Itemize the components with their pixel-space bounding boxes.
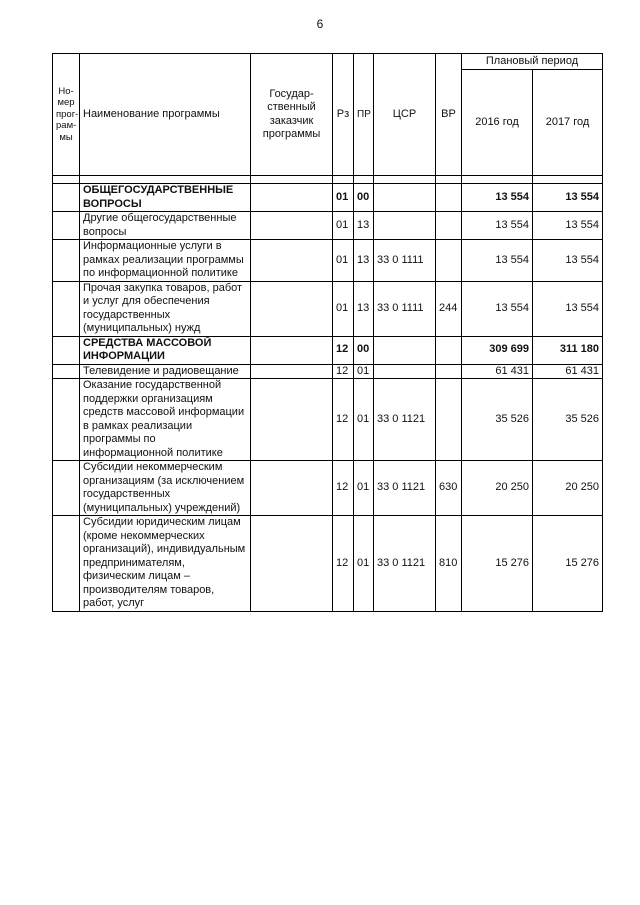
amount-2017: 311 180 xyxy=(533,336,603,364)
header-pr: ПР xyxy=(354,54,374,176)
csr-cell xyxy=(374,364,436,379)
pr-cell: 13 xyxy=(354,281,374,336)
pr-cell: 01 xyxy=(354,364,374,379)
page-number: 6 xyxy=(316,17,324,31)
header-row xyxy=(53,54,603,70)
vr-cell: 630 xyxy=(436,461,462,516)
header-program-name: Наименование программы xyxy=(80,54,251,176)
program-name: Информационные услуги в рамках реализации программы по информационной политике xyxy=(80,240,251,282)
amount-2016: 309 699 xyxy=(462,336,533,364)
table-row xyxy=(53,516,603,612)
header-state-customer: Государ-ственный заказчик программы xyxy=(251,54,333,176)
rz-cell: 01 xyxy=(333,281,354,336)
program-name: Телевидение и радиовещание xyxy=(80,364,251,379)
program-name: Другие общегосударственные вопросы xyxy=(80,212,251,240)
table-row xyxy=(53,364,603,379)
pr-cell: 01 xyxy=(354,379,374,461)
amount-2016: 15 276 xyxy=(462,516,533,612)
amount-2016: 13 554 xyxy=(462,240,533,282)
program-name: ОБЩЕГОСУДАРСТВЕННЫЕ ВОПРОСЫ xyxy=(80,184,251,212)
table-row xyxy=(53,281,603,336)
csr-cell: 33 0 1121 xyxy=(374,461,436,516)
csr-cell: 33 0 1121 xyxy=(374,379,436,461)
amount-2016: 61 431 xyxy=(462,364,533,379)
program-name: Субсидии юридическим лицам (кроме некоммерческих организаций), индивидуальным предпринимателям, физическим лицам – производителям товаров, работ, услуг xyxy=(80,516,251,612)
header-program-number: Но-мер прог-рам-мы xyxy=(53,54,80,176)
amount-2017: 13 554 xyxy=(533,240,603,282)
pr-cell: 01 xyxy=(354,516,374,612)
rz-cell: 01 xyxy=(333,212,354,240)
vr-cell xyxy=(436,336,462,364)
spacer-row xyxy=(53,176,603,184)
vr-cell xyxy=(436,184,462,212)
pr-cell: 01 xyxy=(354,461,374,516)
rz-cell: 12 xyxy=(333,336,354,364)
vr-cell xyxy=(436,379,462,461)
pr-cell: 00 xyxy=(354,336,374,364)
amount-2017: 35 526 xyxy=(533,379,603,461)
csr-cell xyxy=(374,212,436,240)
budget-table xyxy=(52,53,603,612)
amount-2017: 13 554 xyxy=(533,184,603,212)
amount-2017: 15 276 xyxy=(533,516,603,612)
csr-cell: 33 0 1111 xyxy=(374,240,436,282)
csr-cell xyxy=(374,336,436,364)
rz-cell: 01 xyxy=(333,240,354,282)
program-name: СРЕДСТВА МАССОВОЙ ИНФОРМАЦИИ xyxy=(80,336,251,364)
header-planned-period: Плановый период xyxy=(462,54,603,70)
rz-cell: 12 xyxy=(333,516,354,612)
rz-cell: 01 xyxy=(333,184,354,212)
vr-cell: 244 xyxy=(436,281,462,336)
table-row xyxy=(53,184,603,212)
program-name: Прочая закупка товаров, работ и услуг для обеспечения государственных (муниципальных) нужд xyxy=(80,281,251,336)
header-year-2016: 2016 год xyxy=(462,70,533,176)
table-row xyxy=(53,379,603,461)
header-year-2017: 2017 год xyxy=(533,70,603,176)
header-csr: ЦСР xyxy=(374,54,436,176)
program-name: Оказание государственной поддержки организациям средств массовой информации в рамках реализации программы по информационной политике xyxy=(80,379,251,461)
pr-cell: 00 xyxy=(354,184,374,212)
amount-2016: 35 526 xyxy=(462,379,533,461)
pr-cell: 13 xyxy=(354,240,374,282)
amount-2016: 13 554 xyxy=(462,184,533,212)
rz-cell: 12 xyxy=(333,364,354,379)
program-name: Субсидии некоммерческим организациям (за исключением государственных (муниципальных) учреждений) xyxy=(80,461,251,516)
amount-2016: 20 250 xyxy=(462,461,533,516)
amount-2017: 61 431 xyxy=(533,364,603,379)
table-row xyxy=(53,240,603,282)
amount-2016: 13 554 xyxy=(462,212,533,240)
rz-cell: 12 xyxy=(333,461,354,516)
amount-2016: 13 554 xyxy=(462,281,533,336)
rz-cell: 12 xyxy=(333,379,354,461)
vr-cell: 810 xyxy=(436,516,462,612)
table-row xyxy=(53,461,603,516)
csr-cell xyxy=(374,184,436,212)
table-row xyxy=(53,212,603,240)
vr-cell xyxy=(436,212,462,240)
vr-cell xyxy=(436,240,462,282)
amount-2017: 20 250 xyxy=(533,461,603,516)
table-row xyxy=(53,336,603,364)
header-vr: ВР xyxy=(436,54,462,176)
amount-2017: 13 554 xyxy=(533,281,603,336)
csr-cell: 33 0 1121 xyxy=(374,516,436,612)
vr-cell xyxy=(436,364,462,379)
header-rz: Рз xyxy=(333,54,354,176)
pr-cell: 13 xyxy=(354,212,374,240)
amount-2017: 13 554 xyxy=(533,212,603,240)
csr-cell: 33 0 1111 xyxy=(374,281,436,336)
